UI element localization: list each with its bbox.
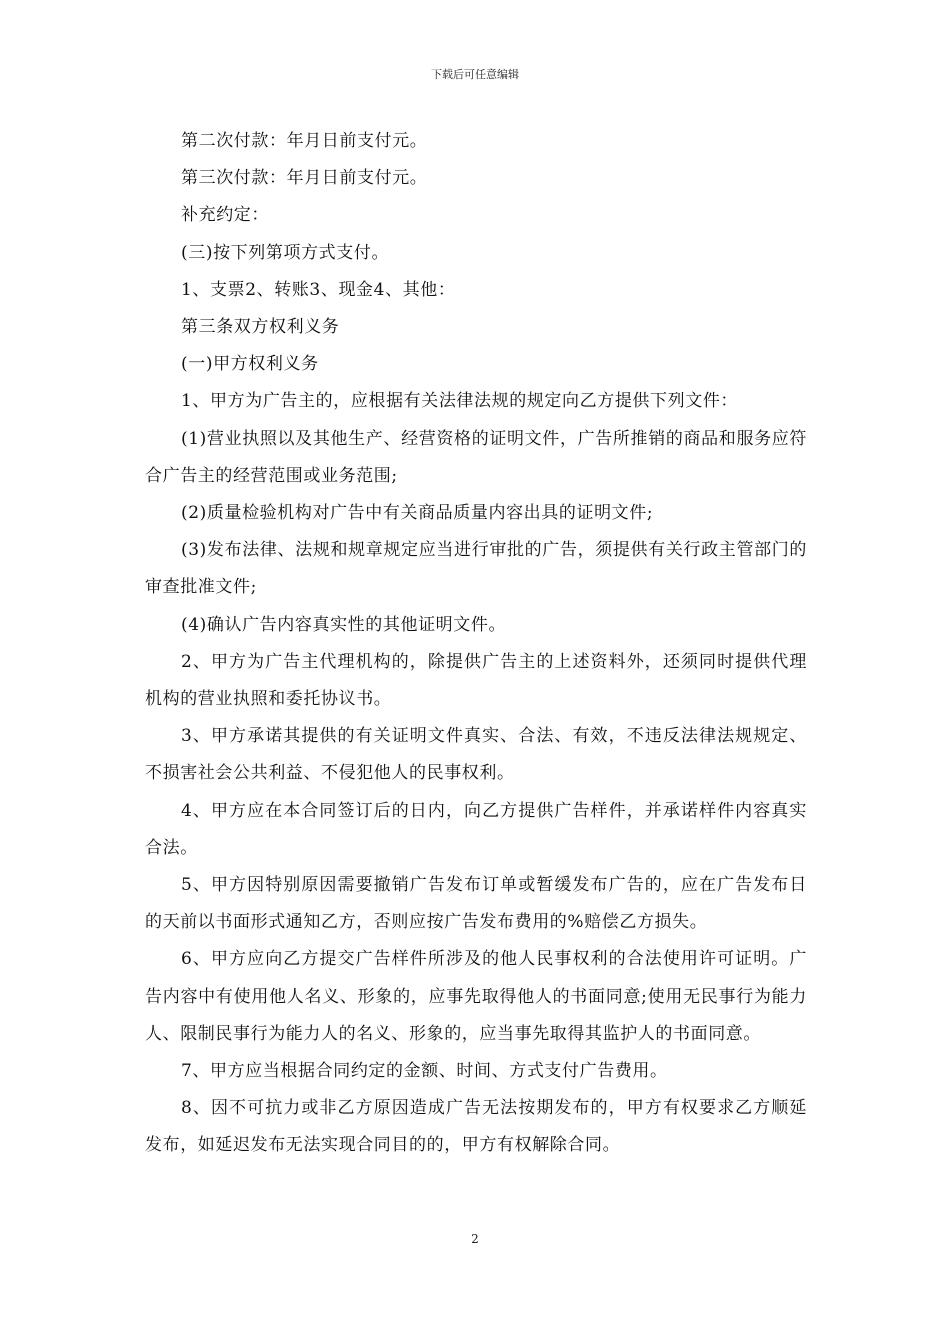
- paragraph: 3、甲方承诺其提供的有关证明文件真实、合法、有效，不违反法律法规规定、不损害社会公共利益、不侵犯他人的民事权利。: [145, 726, 807, 784]
- page-number: 2: [471, 1232, 479, 1246]
- paragraph: 补充约定：: [181, 205, 269, 226]
- paragraph: (1)营业执照以及其他生产、经营资格的证明文件，广告所推销的商品和服务应符合广告主的经营范围或业务范围;: [145, 428, 807, 486]
- subsection-heading: (一)甲方权利义务: [181, 354, 319, 375]
- section-heading: 第三条双方权利义务: [181, 317, 340, 338]
- paragraph: 1、甲方为广告主的，应根据有关法律法规的规定向乙方提供下列文件：: [181, 391, 739, 412]
- paragraph: 1、支票2、转账3、现金4、其他：: [181, 279, 456, 300]
- paragraph: 第三次付款：年月日前支付元。: [181, 168, 428, 189]
- paragraph: 7、甲方应当根据合同约定的金额、时间、方式支付广告费用。: [181, 1061, 668, 1082]
- paragraph: 6、甲方应向乙方提交广告样件所涉及的他人民事权利的合法使用许可证明。广告内容中有使用他人名义、形象的，应事先取得他人的书面同意;使用无民事行为能力人、限制民事行为能力人的名义、形象的，应当事先取得其监护人的书面同意。: [145, 949, 807, 1044]
- paragraph: (2)质量检验机构对广告中有关商品质量内容出具的证明文件;: [181, 503, 654, 524]
- paragraph: 8、因不可抗力或非乙方原因造成广告无法按期发布的，甲方有权要求乙方顺延发布，如延迟发布无法实现合同目的的，甲方有权解除合同。: [145, 1098, 807, 1156]
- paragraph: 第二次付款：年月日前支付元。: [181, 131, 428, 151]
- paragraph: 5、甲方因特别原因需要撤销广告发布订单或暂缓发布广告的，应在广告发布日的天前以书面形式通知乙方，否则应按广告发布费用的%赔偿乙方损失。: [145, 875, 807, 933]
- paragraph: 4、甲方应在本合同签订后的日内，向乙方提供广告样件，并承诺样件内容真实合法。: [145, 800, 807, 858]
- page-header: 下载后可任意编辑: [431, 68, 519, 81]
- document-body: [145, 123, 807, 1165]
- paragraph: 2、甲方为广告主代理机构的，除提供广告主的上述资料外，还须同时提供代理机构的营业执照和委托协议书。: [145, 651, 807, 710]
- paragraph: (三)按下列第项方式支付。: [181, 242, 390, 263]
- paragraph: (4)确认广告内容真实性的其他证明文件。: [181, 614, 507, 635]
- paragraph: (3)发布法律、法规和规章规定应当进行审批的广告，须提供有关行政主管部门的审查批准文件;: [145, 540, 807, 598]
